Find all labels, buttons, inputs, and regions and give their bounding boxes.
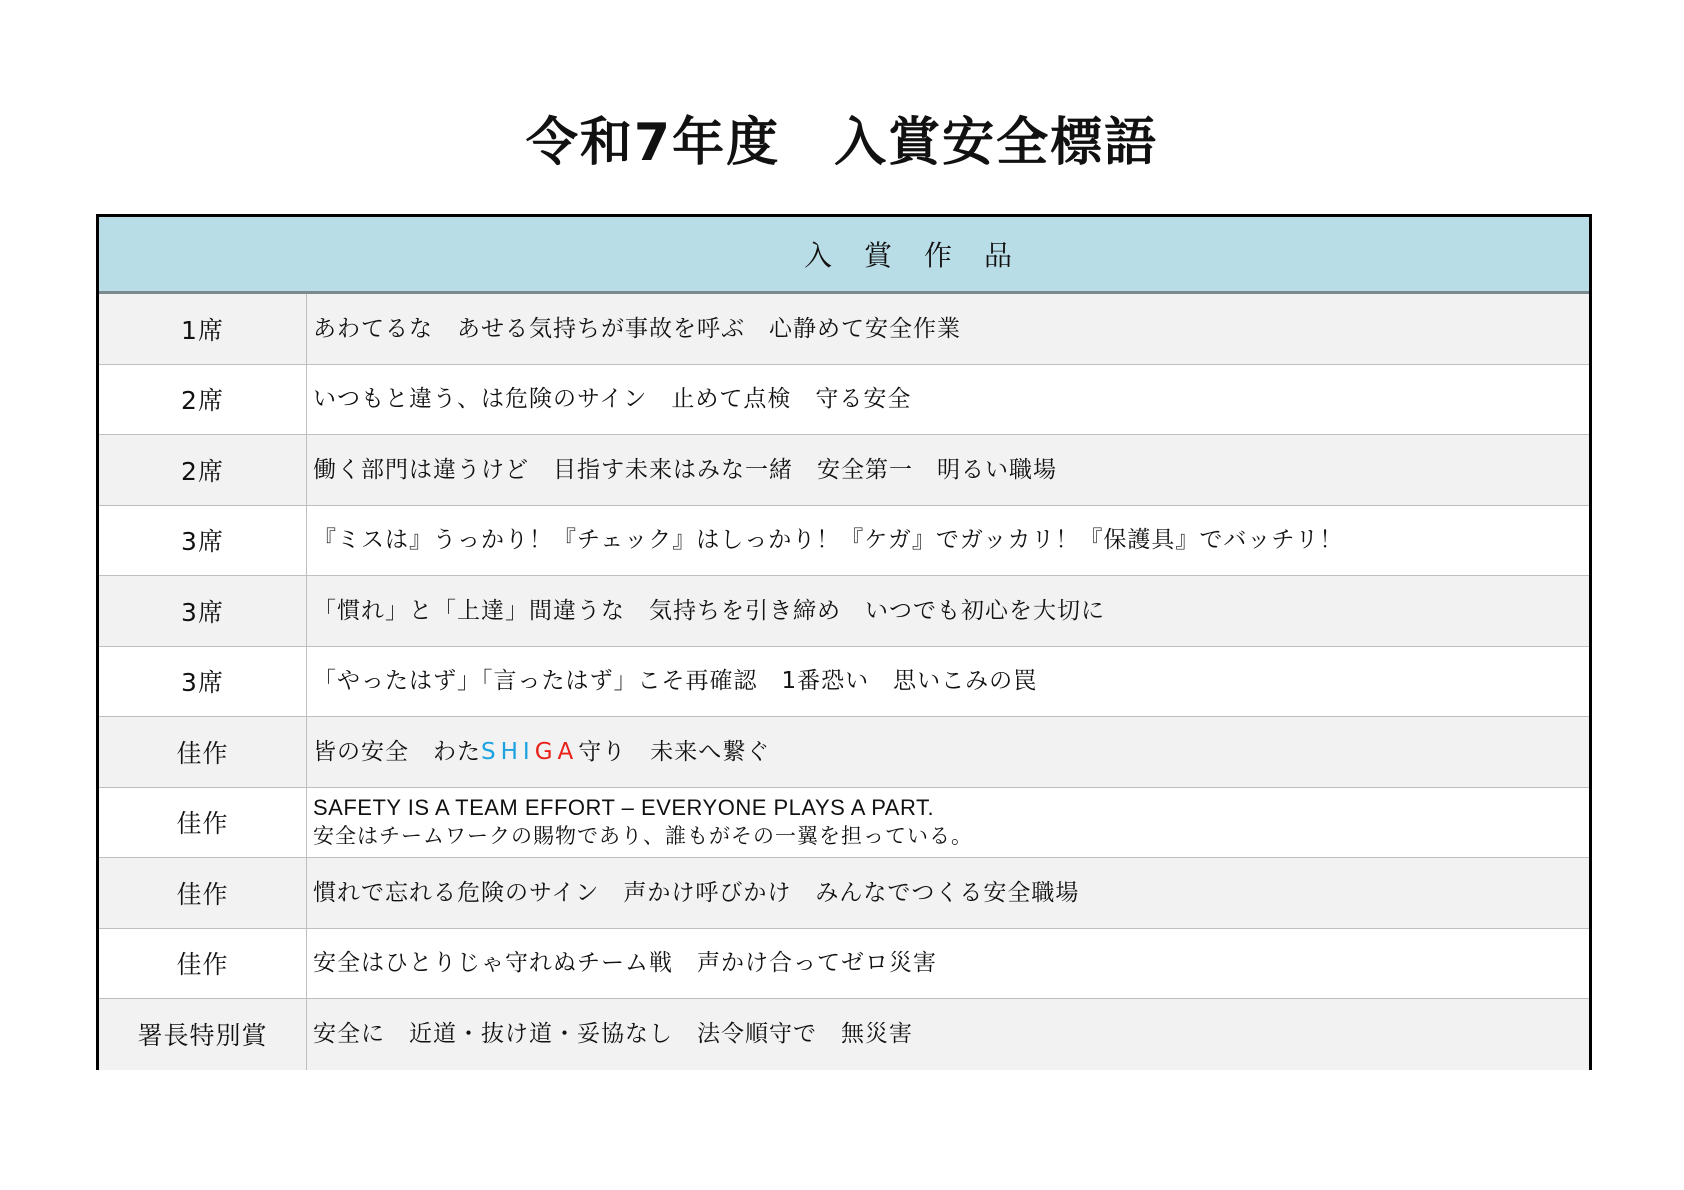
rank-cell: 3席 [99,647,307,717]
table-header [99,217,1589,294]
slogan-cell [307,929,1589,999]
table-row [99,365,1589,436]
slogan-highlight-blue: SHI [481,738,535,765]
table-row [99,788,1589,859]
slogan-cell [307,999,1589,1070]
slogan-text: 安全はひとりじゃ守れぬチーム戦 声かけ合ってゼロ災害 [313,950,937,977]
slogan-text: いつもと違う、は危険のサイン 止めて点検 守る安全 [313,386,912,413]
slogan-cell [307,435,1589,505]
rank-cell: 署長特別賞 [99,999,307,1070]
rank-cell: 1席 [99,294,307,364]
slogan-text: 働く部門は違うけど 目指す未来はみな一緒 安全第一 明るい職場 [313,456,1057,483]
rank-cell: 2席 [99,365,307,435]
slogan-cell [307,647,1589,717]
table-row [99,435,1589,506]
slogan-text: 安全に 近道・抜け道・妥協なし 法令順守で 無災害 [313,1021,913,1048]
rank-cell: 3席 [99,576,307,646]
slogan-cell [307,788,1589,858]
slogan-text [313,737,1589,767]
rank-cell: 佳作 [99,929,307,999]
rank-cell: 3席 [99,506,307,576]
table-row [99,294,1589,365]
slogan-prefix: 皆の安全 わた [313,738,481,765]
slogan-suffix: 守り 未来へ繋ぐ [578,738,771,765]
table-row [99,999,1589,1070]
table-row [99,929,1589,1000]
slogan-cell [307,365,1589,435]
rank-cell: 佳作 [99,717,307,787]
slogan-cell [307,294,1589,364]
table-row [99,717,1589,788]
slogan-cell [307,576,1589,646]
slogan-japanese-text: 安全はチームワークの賜物であり、誰もがその一翼を担っている。 [313,824,973,849]
slogan-text: 慣れで忘れる危険のサイン 声かけ呼びかけ みんなでつくる安全職場 [313,879,1080,906]
slogan-cell [307,717,1589,787]
table-row [99,647,1589,718]
table-row [99,858,1589,929]
table-row [99,576,1589,647]
slogan-text: あわてるな あせる気持ちが事故を呼ぶ 心静めて安全作業 [313,315,961,342]
slogan-text: 「やったはず」「言ったはず」こそ再確認 1番恐い 思いこみの罠 [313,668,1038,695]
slogan-english-text: SAFETY IS A TEAM EFFORT – EVERYONE PLAYS A PART. [313,795,935,821]
table-row [99,506,1589,577]
slogan-cell [307,858,1589,928]
rank-cell: 2席 [99,435,307,505]
slogan-text: 『ミスは』うっかり！『チェック』はしっかり！『ケガ』でガッカリ！『保護具』でバッチリ！ [313,527,1344,554]
slogan-text: 「慣れ」と「上達」間違うな 気持ちを引き締め いつでも初心を大切に [313,597,1105,624]
table-header-label: 入 賞 作 品 [803,239,1014,272]
award-table [96,214,1592,1070]
rank-cell: 佳作 [99,788,307,858]
page-title: 令和7年度 入賞安全標語 [525,113,1159,173]
rank-cell: 佳作 [99,858,307,928]
slogan-cell [307,506,1589,576]
slogan-highlight-red: GA [534,738,579,765]
